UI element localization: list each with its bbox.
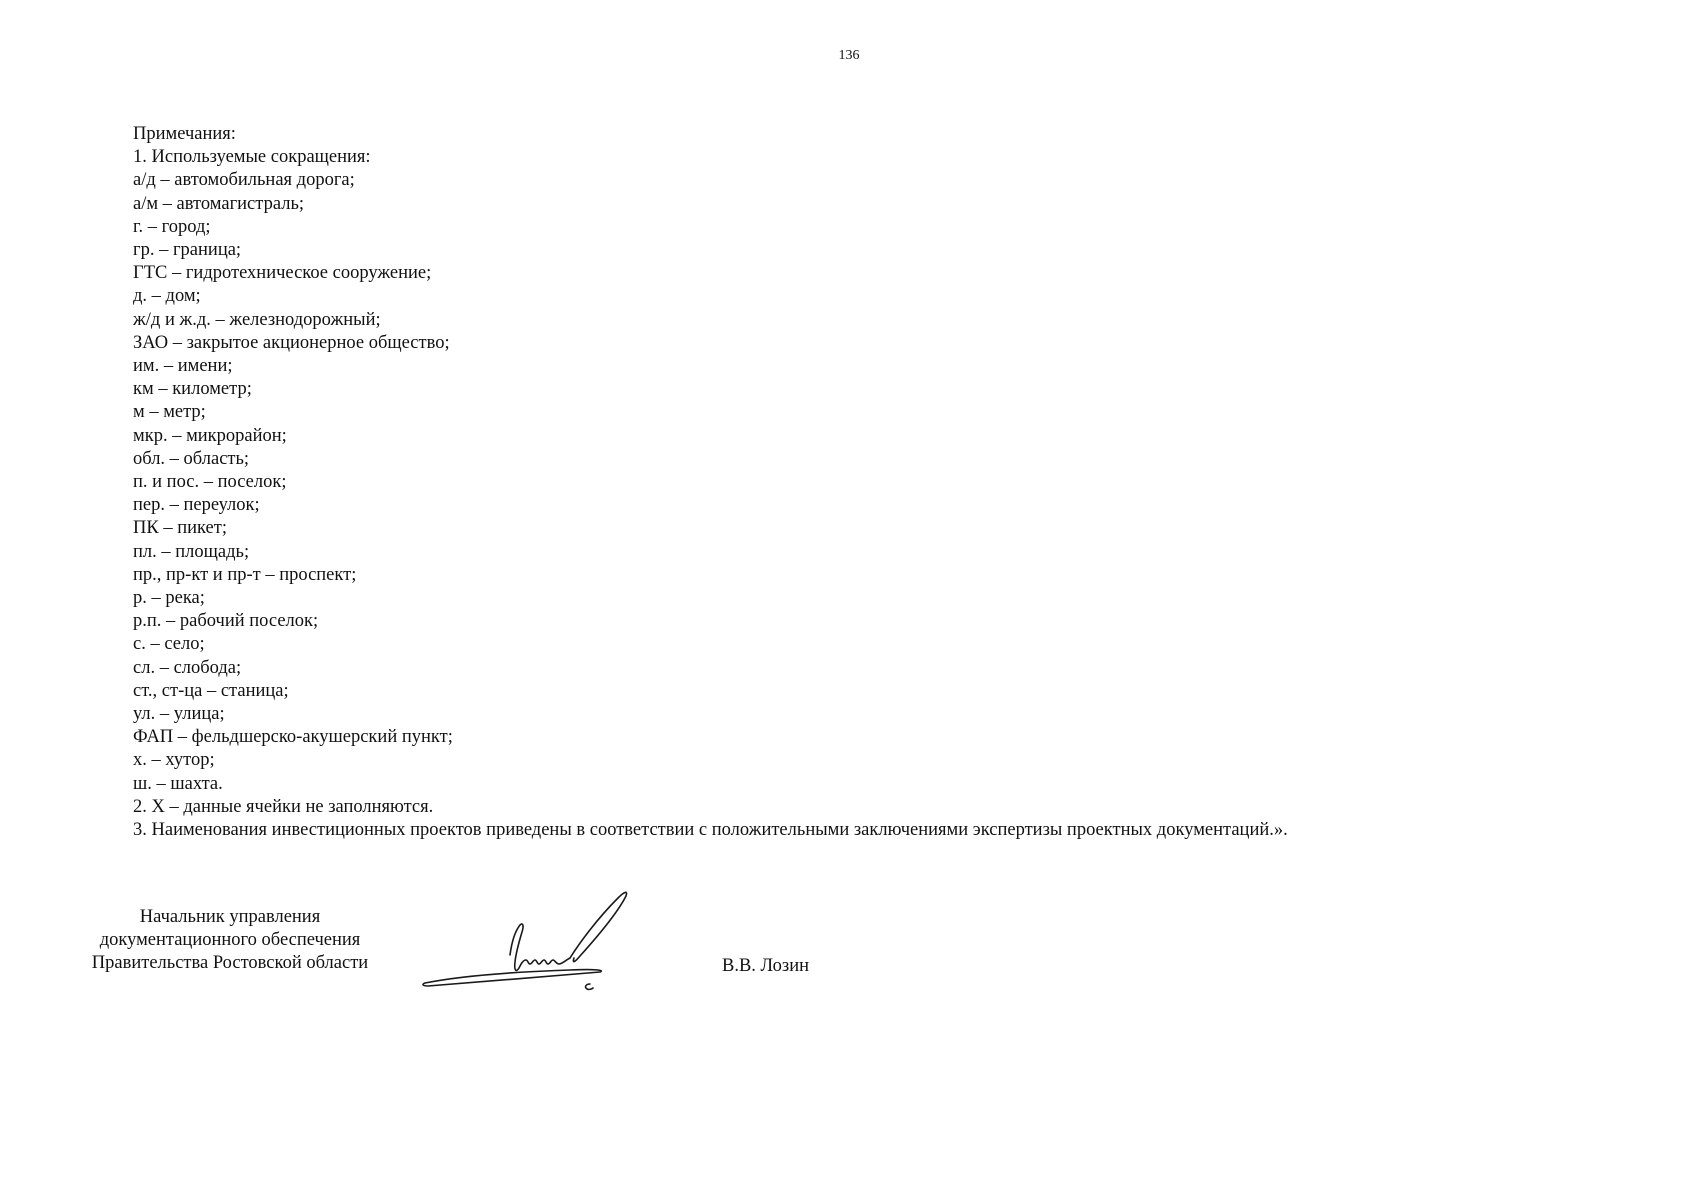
abbreviation-item: х. – хутор; <box>133 750 215 771</box>
abbreviation-item: г. – город; <box>133 216 211 237</box>
abbreviation-item: ул. – улица; <box>133 704 225 725</box>
abbreviation-item: гр. – граница; <box>133 240 242 261</box>
abbreviation-item: пл. – площадь; <box>133 541 250 562</box>
abbreviation-item: м – метр; <box>133 402 206 423</box>
abbreviation-item: им. – имени; <box>133 356 233 377</box>
abbreviation-item: р. – река; <box>133 588 205 609</box>
signatory-title <box>60 906 400 975</box>
abbreviation-item: обл. – область; <box>133 448 250 469</box>
abbreviations-list <box>133 169 1633 795</box>
abbreviation-item: мкр. – микрорайон; <box>133 425 287 446</box>
note-item-3: 3. Наименования инвестиционных проектов приведены в соответствии с положительными заключениями экспертизы проектных документаций.». <box>133 820 1288 841</box>
abbreviation-item: а/м – автомагистраль; <box>133 193 305 214</box>
abbreviation-item: а/д – автомобильная дорога; <box>133 170 355 191</box>
handwritten-signature <box>420 880 660 995</box>
abbreviation-item: км – километр; <box>133 379 252 400</box>
abbreviation-item: ж/д и ж.д. – железнодорожный; <box>133 309 381 330</box>
abbreviation-item: ш. – шахта. <box>133 773 223 794</box>
abbreviation-item: п. и пос. – поселок; <box>133 472 287 493</box>
abbreviation-item: пер. – переулок; <box>133 495 260 516</box>
signatory-title-line: Начальник управления <box>139 907 321 927</box>
abbreviation-item: ФАП – фельдшерско-акушерский пункт; <box>133 727 453 748</box>
page-number: 136 <box>838 48 860 63</box>
abbreviation-item: пр., пр-кт и пр-т – проспект; <box>133 564 357 585</box>
abbreviation-item: д. – дом; <box>133 286 201 307</box>
signatory-name: В.В. Лозин <box>722 956 809 976</box>
note-item-1-title: 1. Используемые сокращения: <box>133 147 371 168</box>
abbreviation-item: ЗАО – закрытое акционерное общество; <box>133 332 450 353</box>
note-item-2: 2. Х – данные ячейки не заполняются. <box>133 796 434 817</box>
abbreviation-item: сл. – слобода; <box>133 657 242 678</box>
signatory-title-line: Правительства Ростовской области <box>91 953 369 973</box>
notes-heading: Примечания: <box>133 124 236 144</box>
abbreviation-item: ГТС – гидротехническое сооружение; <box>133 263 432 284</box>
signatory-title-line: документационного обеспечения <box>99 930 361 950</box>
abbreviation-item: р.п. – рабочий поселок; <box>133 611 319 632</box>
abbreviation-item: ст., ст-ца – станица; <box>133 680 289 701</box>
notes-section <box>133 123 1633 842</box>
abbreviation-item: с. – село; <box>133 634 205 655</box>
abbreviation-item: ПК – пикет; <box>133 518 227 539</box>
